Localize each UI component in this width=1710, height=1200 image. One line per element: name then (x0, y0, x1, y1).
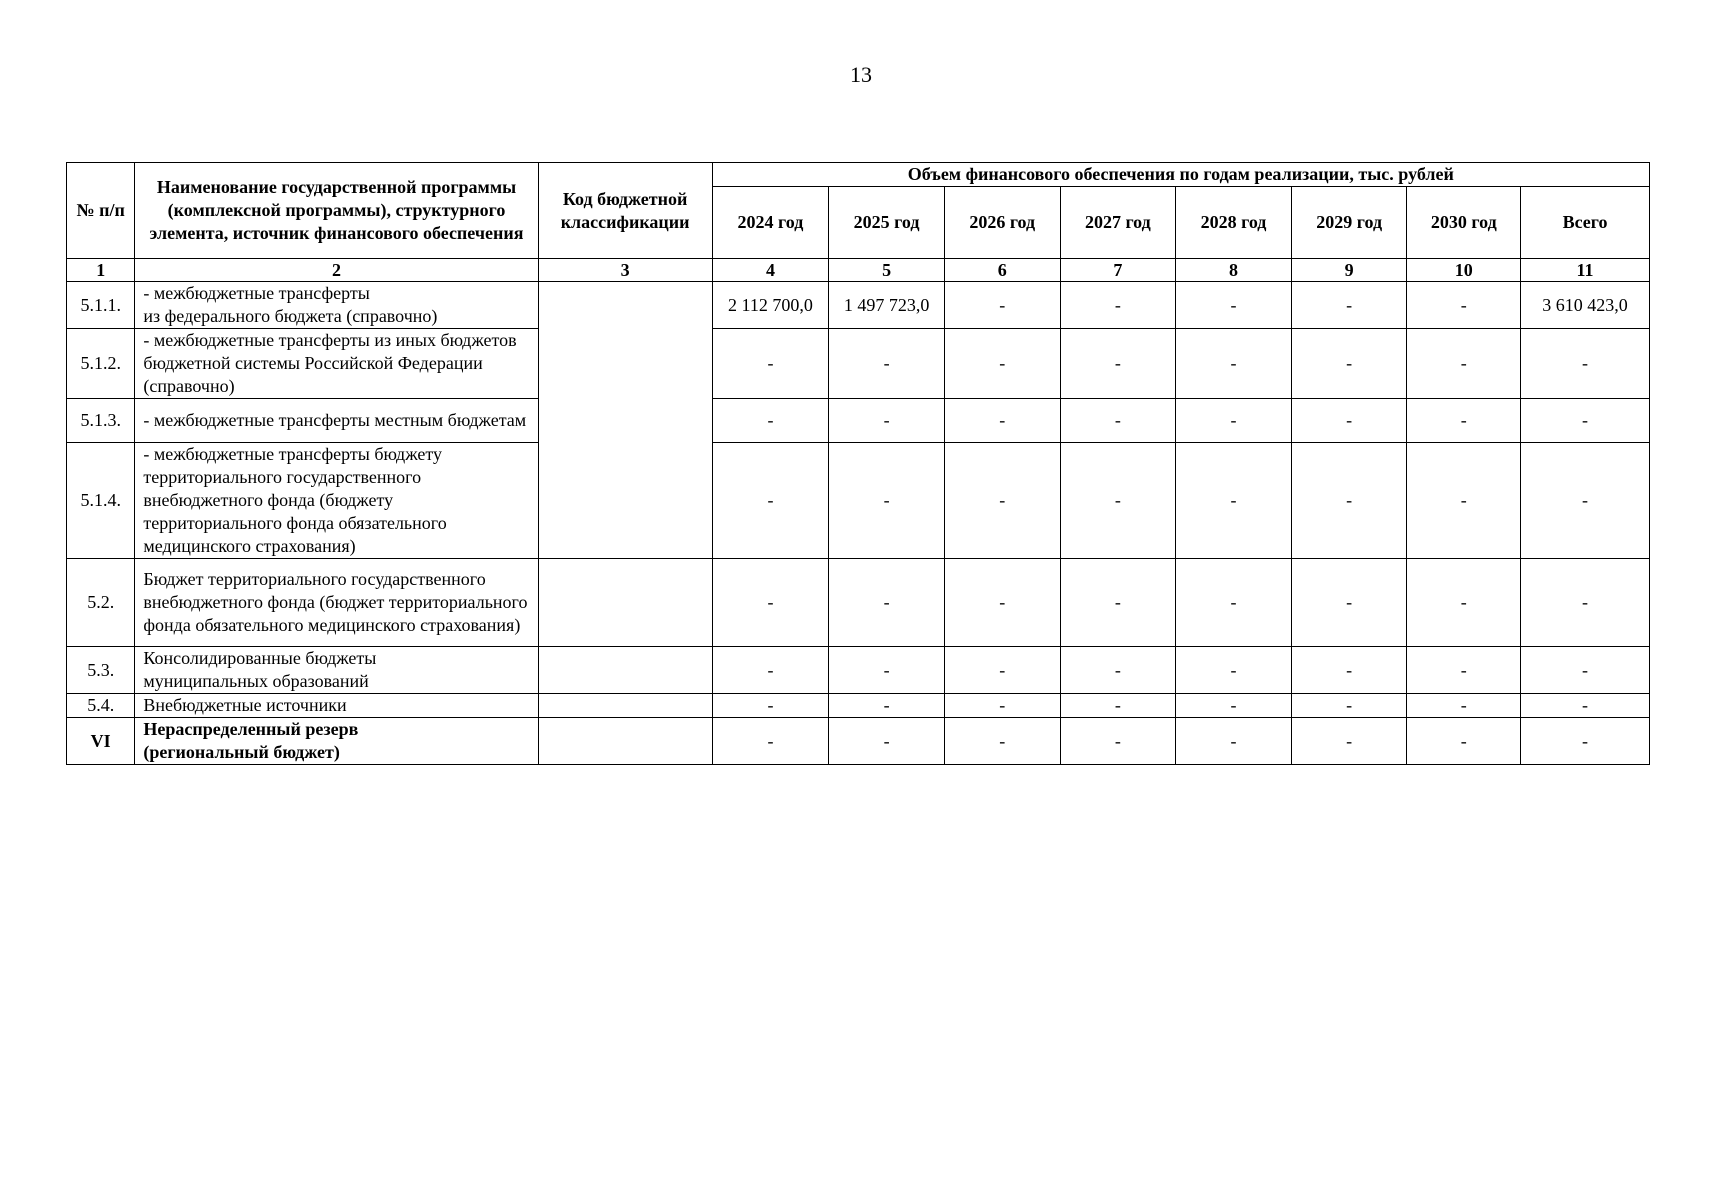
year-value: - (1176, 647, 1292, 694)
budget-code-cell (538, 718, 712, 765)
year-value: - (1407, 443, 1521, 559)
year-value: - (944, 559, 1060, 647)
column-index: 3 (538, 259, 712, 282)
column-index: 9 (1291, 259, 1407, 282)
header-year: 2029 год (1291, 187, 1407, 259)
year-value: - (712, 329, 829, 399)
table-row (67, 559, 1650, 647)
year-value: - (1060, 647, 1176, 694)
year-value: - (1291, 329, 1407, 399)
year-value: - (1407, 718, 1521, 765)
table-row (67, 694, 1650, 718)
table-row (67, 399, 1650, 443)
year-value: - (829, 443, 945, 559)
year-value: - (1060, 399, 1176, 443)
total-value: - (1521, 443, 1650, 559)
year-value: - (1060, 443, 1176, 559)
column-index: 5 (829, 259, 945, 282)
total-value: - (1521, 329, 1650, 399)
total-value: - (1521, 647, 1650, 694)
year-value: - (1291, 718, 1407, 765)
year-value: - (1060, 559, 1176, 647)
total-value: - (1521, 399, 1650, 443)
year-value: - (1060, 718, 1176, 765)
header-group-title: Объем финансового обеспечения по годам реализации, тыс. рублей (712, 163, 1649, 187)
year-value: - (829, 694, 945, 718)
table-row (67, 443, 1650, 559)
year-value: - (829, 559, 945, 647)
year-value: - (1176, 559, 1292, 647)
row-name: Бюджет территориального государственного внебюджетного фонда (бюджет территориального фонда обязательного медицинского страхования) (135, 559, 538, 647)
budget-code-cell (538, 694, 712, 718)
year-value: - (944, 329, 1060, 399)
year-value: - (1060, 694, 1176, 718)
header-year: 2025 год (829, 187, 945, 259)
year-value: - (1291, 559, 1407, 647)
year-value: - (712, 694, 829, 718)
year-value: - (1176, 718, 1292, 765)
year-value: 1 497 723,0 (829, 282, 945, 329)
header-num: № п/п (67, 163, 135, 259)
total-value: - (1521, 559, 1650, 647)
row-name: Консолидированные бюджеты муниципальных образований (135, 647, 538, 694)
column-index: 1 (67, 259, 135, 282)
row-number: VI (67, 718, 135, 765)
row-number: 5.1.4. (67, 443, 135, 559)
year-value: - (1291, 694, 1407, 718)
year-value: - (1407, 647, 1521, 694)
year-value: - (1060, 329, 1176, 399)
year-value: - (1407, 329, 1521, 399)
year-value: - (1291, 399, 1407, 443)
year-value: - (1291, 282, 1407, 329)
year-value: - (829, 329, 945, 399)
table-row (67, 647, 1650, 694)
year-value: - (1407, 694, 1521, 718)
column-index: 7 (1060, 259, 1176, 282)
header-year: 2030 год (1407, 187, 1521, 259)
budget-code-cell (538, 282, 712, 559)
row-number: 5.1.3. (67, 399, 135, 443)
column-index: 4 (712, 259, 829, 282)
year-value: 2 112 700,0 (712, 282, 829, 329)
year-value: - (712, 559, 829, 647)
row-name: - межбюджетные трансферты бюджету территориального государственного внебюджетного фонда (бюджету территориального фонда обязательного медицинского страхования) (135, 443, 538, 559)
year-value: - (944, 399, 1060, 443)
year-value: - (944, 647, 1060, 694)
row-name: - межбюджетные трансферты из иных бюджетов бюджетной системы Российской Федерации (справочно) (135, 329, 538, 399)
year-value: - (944, 718, 1060, 765)
total-value: - (1521, 718, 1650, 765)
row-number: 5.3. (67, 647, 135, 694)
row-name: - межбюджетные трансферты из федерального бюджета (справочно) (135, 282, 538, 329)
row-number: 5.1.2. (67, 329, 135, 399)
year-value: - (1407, 282, 1521, 329)
year-value: - (944, 694, 1060, 718)
year-value: - (1176, 443, 1292, 559)
row-name: Нераспределенный резерв (региональный бюджет) (135, 718, 538, 765)
year-value: - (829, 647, 945, 694)
year-value: - (1176, 399, 1292, 443)
year-value: - (1176, 329, 1292, 399)
row-name: - межбюджетные трансферты местным бюджетам (135, 399, 538, 443)
row-number: 5.4. (67, 694, 135, 718)
budget-code-cell (538, 559, 712, 647)
year-value: - (1060, 282, 1176, 329)
header-year: 2027 год (1060, 187, 1176, 259)
year-value: - (712, 399, 829, 443)
column-index: 2 (135, 259, 538, 282)
table-row (67, 282, 1650, 329)
column-index: 11 (1521, 259, 1650, 282)
year-value: - (944, 282, 1060, 329)
table-row (67, 329, 1650, 399)
row-number: 5.1.1. (67, 282, 135, 329)
header-year: 2028 год (1176, 187, 1292, 259)
header-year: 2026 год (944, 187, 1060, 259)
total-value: - (1521, 694, 1650, 718)
column-index: 6 (944, 259, 1060, 282)
year-value: - (712, 718, 829, 765)
financing-table (66, 162, 1650, 765)
table-body (67, 282, 1650, 765)
header-name: Наименование государственной программы (комплексной программы), структурного элемента, источник финансового обеспечения (135, 163, 538, 259)
year-value: - (944, 443, 1060, 559)
budget-code-cell (538, 647, 712, 694)
year-value: - (829, 399, 945, 443)
total-value: 3 610 423,0 (1521, 282, 1650, 329)
year-value: - (1291, 443, 1407, 559)
column-index: 8 (1176, 259, 1292, 282)
header-year: 2024 год (712, 187, 829, 259)
year-value: - (1176, 694, 1292, 718)
header-code: Код бюджетной классификации (538, 163, 712, 259)
year-value: - (829, 718, 945, 765)
year-value: - (1291, 647, 1407, 694)
row-name: Внебюджетные источники (135, 694, 538, 718)
year-value: - (712, 443, 829, 559)
year-value: - (1176, 282, 1292, 329)
row-number: 5.2. (67, 559, 135, 647)
year-value: - (712, 647, 829, 694)
column-index: 10 (1407, 259, 1521, 282)
year-value: - (1407, 399, 1521, 443)
header-total: Всего (1521, 187, 1650, 259)
table-row (67, 718, 1650, 765)
year-value: - (1407, 559, 1521, 647)
page-number: 13 (850, 62, 872, 87)
